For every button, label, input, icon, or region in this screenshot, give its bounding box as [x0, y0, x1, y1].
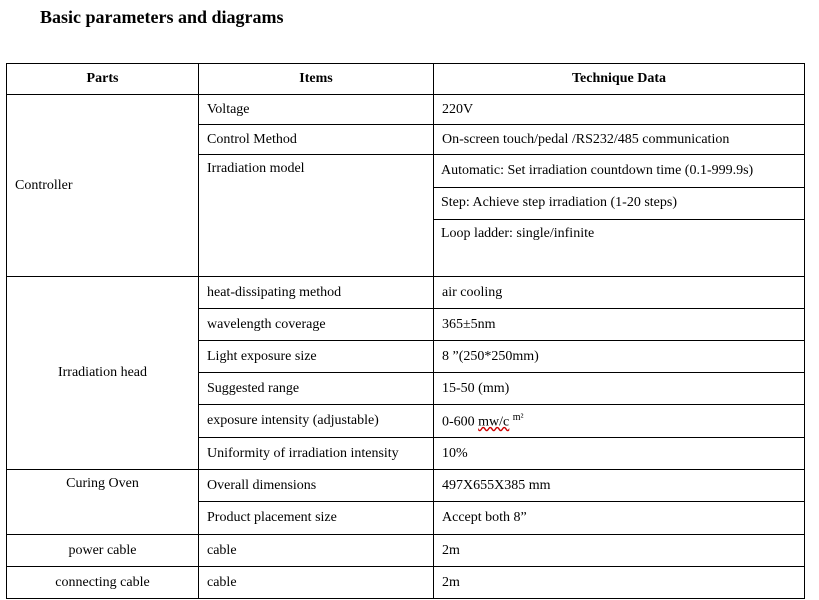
table-row	[7, 535, 805, 567]
intensity-prefix: 0-600	[442, 414, 479, 430]
value-uniformity: 10%	[434, 438, 805, 470]
part-controller: Controller	[7, 95, 199, 277]
intensity-unit: mw/c	[478, 414, 510, 430]
item-irradiation-model: Irradiation model	[199, 155, 434, 277]
item-heat: heat-dissipating method	[199, 277, 434, 309]
part-irradiation-head: Irradiation head	[7, 277, 199, 470]
value-irr-auto: Automatic: Set irradiation countdown time (0.1-999.9s)	[434, 155, 804, 187]
value-voltage: 220V	[434, 95, 805, 125]
value-power-cable: 2m	[434, 535, 805, 567]
page-title: Basic parameters and diagrams	[40, 7, 284, 27]
item-control-method: Control Method	[199, 125, 434, 155]
item-intensity: exposure intensity (adjustable)	[199, 405, 434, 438]
spec-table	[6, 63, 805, 599]
item-uniformity: Uniformity of irradiation intensity	[199, 438, 434, 470]
header-items: Items	[199, 64, 434, 95]
value-range: 15-50 (mm)	[434, 373, 805, 405]
item-dimensions: Overall dimensions	[199, 470, 434, 502]
intensity-unit-sup: m²	[512, 411, 524, 423]
irradiation-model-values	[434, 155, 805, 277]
item-power-cable: cable	[199, 535, 434, 567]
item-range: Suggested range	[199, 373, 434, 405]
item-voltage: Voltage	[199, 95, 434, 125]
value-intensity	[434, 405, 805, 438]
item-exposure-size: Light exposure size	[199, 341, 434, 373]
value-heat: air cooling	[434, 277, 805, 309]
table-row	[7, 470, 805, 502]
part-connecting-cable: connecting cable	[7, 567, 199, 599]
header-parts: Parts	[7, 64, 199, 95]
irradiation-subtable	[434, 155, 804, 276]
value-dimensions: 497X655X385 mm	[434, 470, 805, 502]
item-connecting-cable: cable	[199, 567, 434, 599]
value-control-method: On-screen touch/pedal /RS232/485 communication	[434, 125, 805, 155]
table-row	[7, 95, 805, 125]
table-row	[7, 277, 805, 309]
value-irr-step: Step: Achieve step irradiation (1-20 steps)	[434, 187, 804, 219]
header-data: Technique Data	[434, 64, 805, 95]
part-curing-oven: Curing Oven	[7, 470, 199, 535]
value-placement: Accept both 8”	[434, 502, 805, 535]
item-wavelength: wavelength coverage	[199, 309, 434, 341]
table-row	[7, 567, 805, 599]
header-row	[7, 64, 805, 95]
value-connecting-cable: 2m	[434, 567, 805, 599]
part-power-cable: power cable	[7, 535, 199, 567]
value-irr-loop: Loop ladder: single/infinite	[441, 225, 595, 241]
item-placement: Product placement size	[199, 502, 434, 535]
value-exposure-size: 8 ”(250*250mm)	[434, 341, 805, 373]
value-wavelength: 365±5nm	[434, 309, 805, 341]
